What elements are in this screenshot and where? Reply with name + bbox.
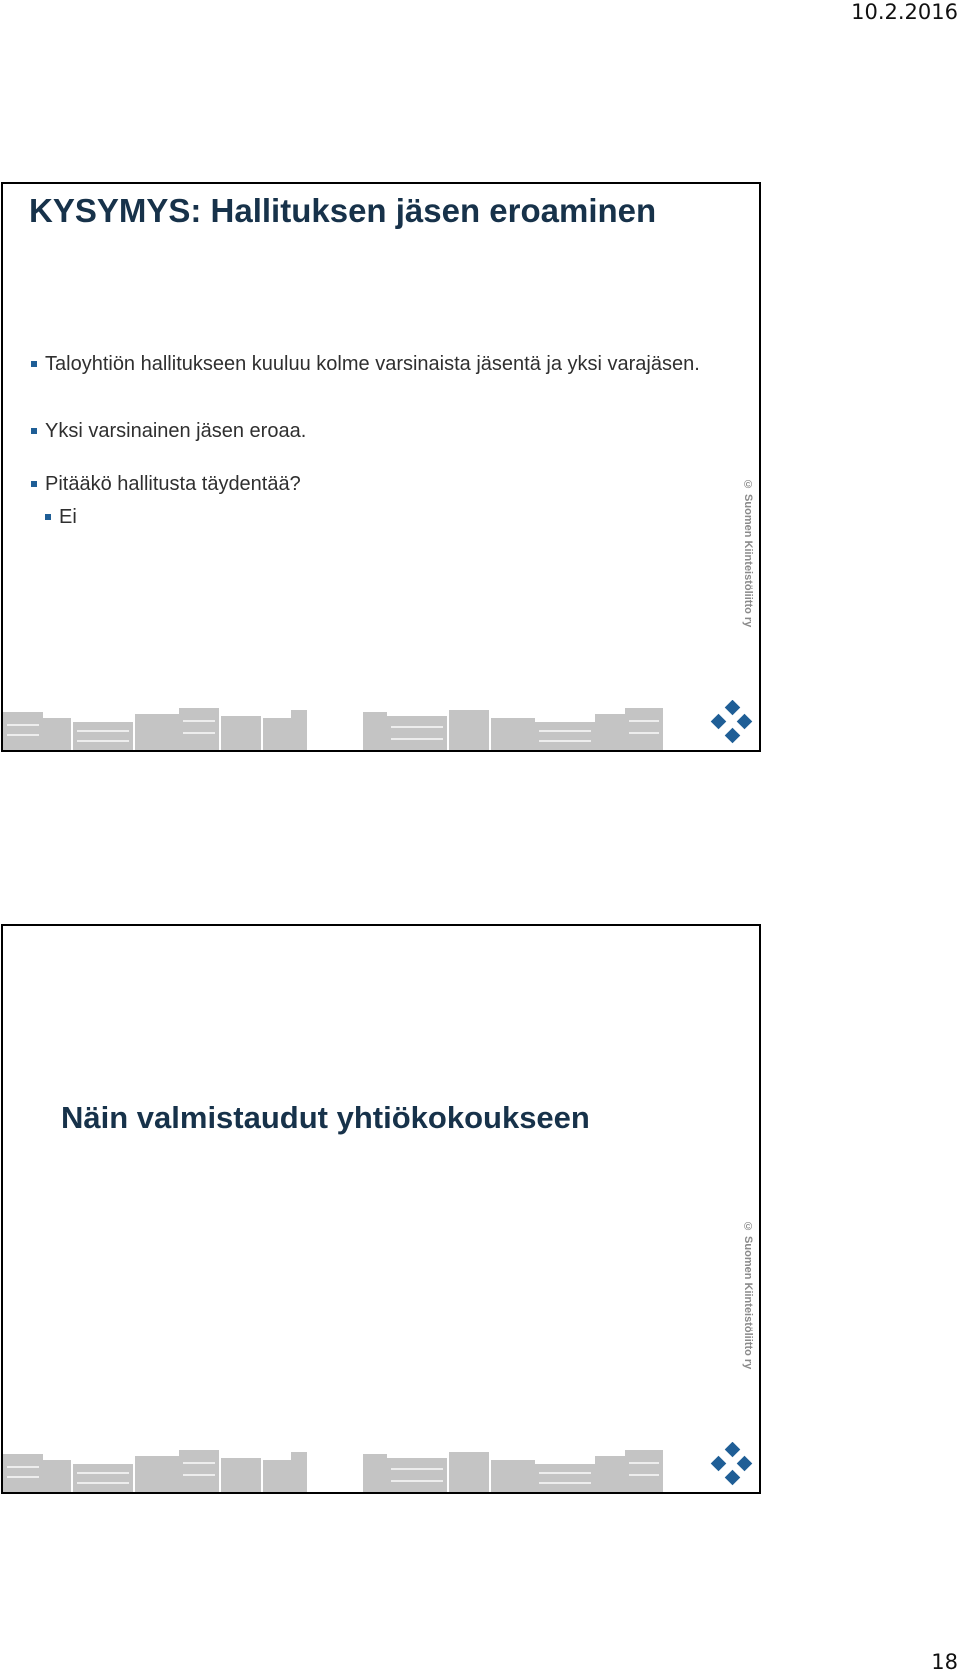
kiinteistoliitto-logo-icon [709,1442,755,1488]
bullet-item: Taloyhtiön hallitukseen kuuluu kolme varsinaista jäsentä ja yksi varajäsen. [31,350,711,379]
slide-2-title: Näin valmistaudut yhtiökokoukseen [61,1100,590,1135]
slide-1 [1,182,761,752]
slide-2 [1,924,761,1494]
copyright-notice: © Suomen Kiinteistöliitto ry [742,1221,754,1370]
copyright-notice: © Suomen Kiinteistöliitto ry [742,479,754,628]
bullet-item: Yksi varsinainen jäsen eroaa. [31,417,711,446]
sub-bullet-item: Ei [45,503,711,532]
city-skyline-icon [3,1446,709,1492]
bullet-item: Pitääkö hallitusta täydentää? [31,470,711,499]
page-number: 18 [931,1650,958,1674]
page-date: 10.2.2016 [851,0,958,24]
city-skyline-icon [3,704,709,750]
slide-1-bullet-list [31,350,711,532]
slide-1-title: KYSYMYS: Hallituksen jäsen eroaminen [29,192,657,229]
kiinteistoliitto-logo-icon [709,700,755,746]
